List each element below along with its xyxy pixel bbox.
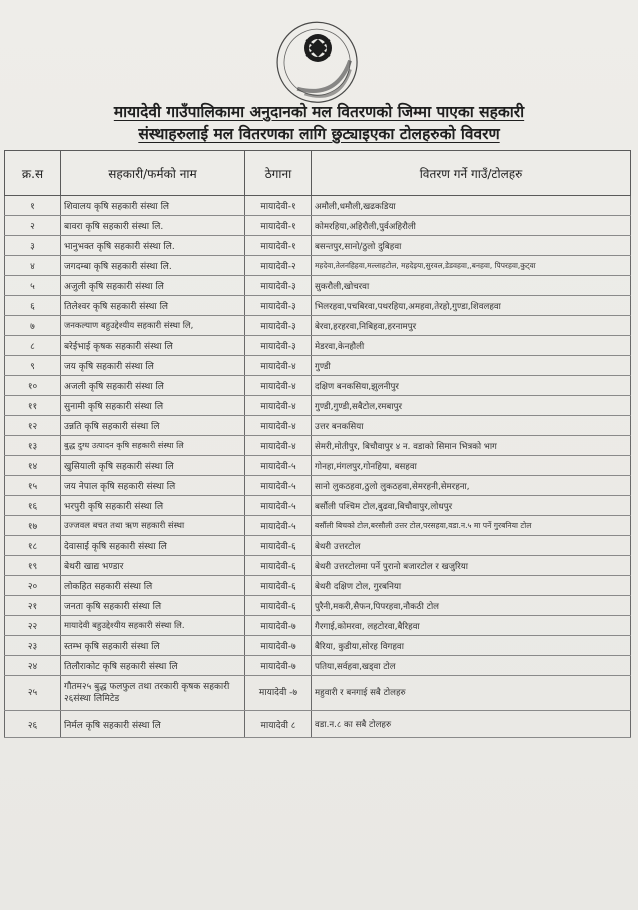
row-areas: पुरैनी,मकरी,सैफन,पिपरहवा,नौकठी टोल — [312, 596, 631, 616]
table-row — [5, 336, 631, 356]
table-row — [5, 276, 631, 296]
row-name: जनकल्याण बहुउद्देश्यीय सहकारी संस्था लि, — [61, 316, 245, 336]
header-serial: क्र.स — [5, 151, 61, 196]
row-areas: कोमरहिया,अहिरौली,पुर्वअहिरौली — [312, 216, 631, 236]
row-areas: गुण्डी,गुण्डी,सबैटोल,रमबापुर — [312, 396, 631, 416]
row-serial: २४ — [5, 656, 61, 676]
row-name: स्तम्भ कृषि सहकारी संस्था लि — [61, 636, 245, 656]
table-row — [5, 356, 631, 376]
row-name: उज्जवल बचत तथा ऋण सहकारी संस्था — [61, 516, 245, 536]
table-row — [5, 436, 631, 456]
table-row — [5, 576, 631, 596]
row-name: शिवालय कृषि सहकारी संस्था लि — [61, 196, 245, 216]
row-serial: ११ — [5, 396, 61, 416]
row-areas: गैरगाई,कोमरवा, लहटोरवा,बैरिहवा — [312, 616, 631, 636]
row-areas: अमौली,धमौली,खढकडिया — [312, 196, 631, 216]
table-row — [5, 376, 631, 396]
table-row — [5, 476, 631, 496]
row-areas: भिलरहवा,पचबिरवा,पथरहिया,अमहवा,तेरहो,गुण्डा,शिवलहवा — [312, 296, 631, 316]
table-row — [5, 596, 631, 616]
row-areas: उत्तर बनकसिया — [312, 416, 631, 436]
row-address: मायादेवी-५ — [245, 516, 312, 536]
row-areas: महदेवा,तेलनहिहवा,मल्लाहटोल, महदेइया,सुरवल,डेडवहवा,,बनहवा, पिपरहवा,कुट्वा — [312, 256, 631, 276]
row-serial: २६ — [5, 711, 61, 738]
table-row — [5, 256, 631, 276]
row-address: मायादेवी-३ — [245, 296, 312, 316]
row-areas: गोनहा,मंगलपुर,गोनहिया, बसहवा — [312, 456, 631, 476]
document-title-line-2: संस्थाहरुलाई मल वितरणका लागि छुट्याइएका टोलहरुको विवरण — [138, 125, 500, 143]
table-row — [5, 296, 631, 316]
header-areas: वितरण गर्ने गाउँ/टोलहरु — [312, 151, 631, 196]
table-row — [5, 516, 631, 536]
row-name: खुसियाली कृषि सहकारी संस्था लि — [61, 456, 245, 476]
row-name: तिलेश्वर कृषि सहकारी संस्था लि — [61, 296, 245, 316]
row-address: मायादेवी-४ — [245, 436, 312, 456]
row-serial: १ — [5, 196, 61, 216]
row-areas: बर्सौली बिचको टोल,बरसौली उत्तर टोल,परसहवा,वडा.न.५ मा पर्ने गुरबनिया टोल — [312, 516, 631, 536]
row-serial: ७ — [5, 316, 61, 336]
row-name: गौतम२५ बुद्ध फलफुल तथा तरकारी कृषक सहकारी २६संस्था लिमिटेड — [61, 676, 245, 711]
row-serial: १५ — [5, 476, 61, 496]
row-name: अजुली कृषि सहकारी संस्था लि — [61, 276, 245, 296]
row-name: भानुभक्त कृषि सहकारी संस्था लि. — [61, 236, 245, 256]
row-areas: बैरिया, कुडीया,सोरह विगहवा — [312, 636, 631, 656]
row-address: मायादेवी-४ — [245, 376, 312, 396]
row-address: मायादेवी-५ — [245, 456, 312, 476]
table-row — [5, 676, 631, 711]
row-serial: १८ — [5, 536, 61, 556]
row-areas: बेथरी दक्षिण टोल, गुरबनिया — [312, 576, 631, 596]
row-areas: सेमरी,मोतीपुर, बिचौवापुर ४ न. वडाको सिमान भित्रको भाग — [312, 436, 631, 456]
row-areas: वडा.न.८ का सबै टोलहरु — [312, 711, 631, 738]
table-row — [5, 536, 631, 556]
row-serial: १० — [5, 376, 61, 396]
table-header-row — [5, 151, 631, 196]
row-address: मायादेवी-१ — [245, 236, 312, 256]
row-address: मायादेवी-१ — [245, 196, 312, 216]
row-name: लोकहित सहकारी संस्था लि — [61, 576, 245, 596]
row-address: मायादेवी-३ — [245, 336, 312, 356]
row-name: बरेईभाई कृषक सहकारी संस्था लि — [61, 336, 245, 356]
table-row — [5, 236, 631, 256]
row-address: मायादेवी-६ — [245, 596, 312, 616]
row-name: अजली कृषि सहकारी संस्था लि — [61, 376, 245, 396]
document-title-line-1: मायादेवी गाउँपालिकामा अनुदानको मल वितरणको जिम्मा पाएका सहकारी — [113, 103, 525, 121]
row-address: मायादेवी-६ — [245, 556, 312, 576]
table-row — [5, 496, 631, 516]
row-areas: मेडरवा,केनहौली — [312, 336, 631, 356]
row-serial: २५ — [5, 676, 61, 711]
row-serial: ३ — [5, 236, 61, 256]
row-areas: पतिया,सर्वहवा,खड्वा टोल — [312, 656, 631, 676]
row-address: मायादेवी ८ — [245, 711, 312, 738]
row-address: मायादेवी-७ — [245, 656, 312, 676]
header-address: ठेगाना — [245, 151, 312, 196]
row-address: मायादेवी-५ — [245, 476, 312, 496]
row-address: मायादेवी-७ — [245, 616, 312, 636]
row-areas: गुण्डी — [312, 356, 631, 376]
row-address: मायादेवी-७ — [245, 636, 312, 656]
row-areas: सानो लुकठहवा,ठुलो लुकठहवा,सेमरहनी,सेमरहना, — [312, 476, 631, 496]
row-areas: महुवारी र बनगाई सबै टोलहरु — [312, 676, 631, 711]
row-address: मायादेवी-६ — [245, 536, 312, 556]
municipality-seal-stamp — [268, 14, 368, 114]
row-serial: २ — [5, 216, 61, 236]
row-areas: दक्षिण बनकसिया,झुलनीपुर — [312, 376, 631, 396]
table-row — [5, 656, 631, 676]
row-name: देवासाई कृषि सहकारी संस्था लि — [61, 536, 245, 556]
row-name: तिलौराकोट कृषि सहकारी संस्था लि — [61, 656, 245, 676]
header-name: सहकारी/फर्मको नाम — [61, 151, 245, 196]
row-serial: १३ — [5, 436, 61, 456]
row-areas: बेथरी उत्तरटोलमा पर्ने पुरानो बजारटोल र खजुरिया — [312, 556, 631, 576]
row-serial: ४ — [5, 256, 61, 276]
row-address: मायादेवी-३ — [245, 316, 312, 336]
table-row — [5, 616, 631, 636]
row-name: जय कृषि सहकारी संस्था लि — [61, 356, 245, 376]
distribution-table — [4, 150, 631, 738]
row-serial: १९ — [5, 556, 61, 576]
row-name: जय नेपाल कृषि सहकारी संस्था लि — [61, 476, 245, 496]
row-serial: १६ — [5, 496, 61, 516]
row-name: सुनामी कृषि सहकारी संस्था लि — [61, 396, 245, 416]
row-address: मायादेवी-४ — [245, 396, 312, 416]
row-address: मायादेवी-२ — [245, 256, 312, 276]
table-row — [5, 196, 631, 216]
table-row — [5, 456, 631, 476]
row-name: बावरा कृषि सहकारी संस्था लि. — [61, 216, 245, 236]
row-name: निर्मल कृषि सहकारी संस्था लि — [61, 711, 245, 738]
row-areas: बसन्तपुर,सानो/ठुलो दुबिहवा — [312, 236, 631, 256]
table-row — [5, 711, 631, 738]
row-address: मायादेवी-३ — [245, 276, 312, 296]
row-serial: २२ — [5, 616, 61, 636]
row-serial: २० — [5, 576, 61, 596]
row-serial: ५ — [5, 276, 61, 296]
table-row — [5, 396, 631, 416]
row-serial: १४ — [5, 456, 61, 476]
row-serial: १७ — [5, 516, 61, 536]
row-areas: सुकरौली,खोचरवा — [312, 276, 631, 296]
row-areas: बेरवा,हरहरवा,निबिहवा,हरनामपुर — [312, 316, 631, 336]
row-areas: बेथरी उत्तरटोल — [312, 536, 631, 556]
row-name: बुद्ध दुग्ध उत्पादन कृषि सहकारी संस्था लि — [61, 436, 245, 456]
row-address: मायादेवी -७ — [245, 676, 312, 711]
row-serial: १२ — [5, 416, 61, 436]
table-row — [5, 316, 631, 336]
row-address: मायादेवी-४ — [245, 356, 312, 376]
table-row — [5, 216, 631, 236]
row-address: मायादेवी-६ — [245, 576, 312, 596]
row-areas: बर्सौली पश्चिम टोल,बुढवा,बिचौवापुर,लोधपुर — [312, 496, 631, 516]
row-serial: ६ — [5, 296, 61, 316]
table-row — [5, 636, 631, 656]
row-address: मायादेवी-४ — [245, 416, 312, 436]
row-serial: २३ — [5, 636, 61, 656]
row-serial: ८ — [5, 336, 61, 356]
row-serial: २१ — [5, 596, 61, 616]
row-address: मायादेवी-५ — [245, 496, 312, 516]
row-address: मायादेवी-१ — [245, 216, 312, 236]
row-name: उन्नति कृषि सहकारी संस्था लि — [61, 416, 245, 436]
row-name: जगदम्बा कृषि सहकारी संस्था लि. — [61, 256, 245, 276]
row-name: जनता कृषि सहकारी संस्था लि — [61, 596, 245, 616]
row-name: मायादेवी बहुउद्देश्यीय सहकारी संस्था लि. — [61, 616, 245, 636]
table-row — [5, 416, 631, 436]
row-name: बेथरी खाद्य भण्डार — [61, 556, 245, 576]
table-row — [5, 556, 631, 576]
row-serial: ९ — [5, 356, 61, 376]
row-name: भरपुरी कृषि सहकारी संस्था लि — [61, 496, 245, 516]
